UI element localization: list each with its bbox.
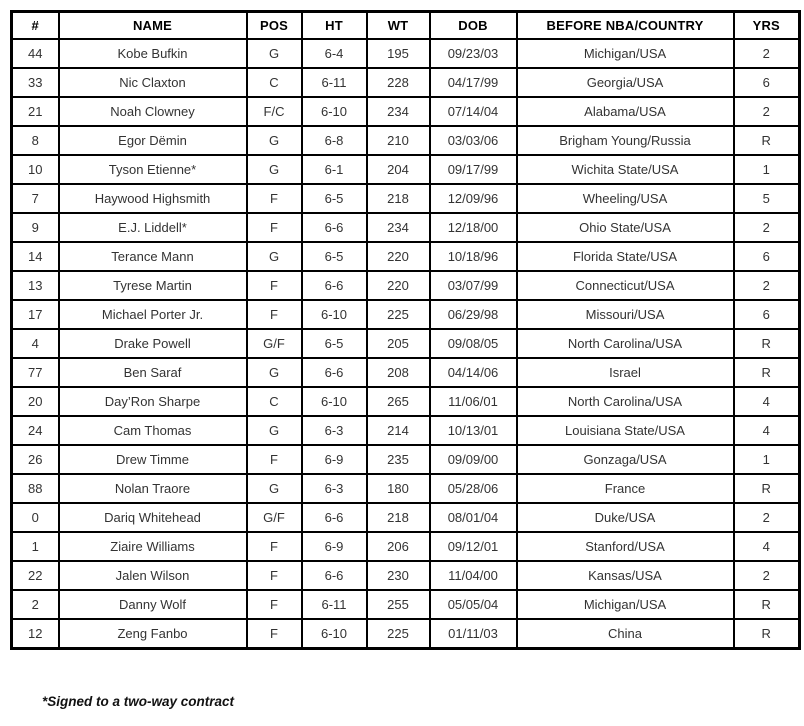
cell-number: 14 [12, 242, 59, 271]
cell-dob: 05/28/06 [430, 474, 517, 503]
cell-wt: 205 [367, 329, 430, 358]
cell-yrs: R [734, 590, 800, 619]
cell-number: 20 [12, 387, 59, 416]
cell-ht: 6-11 [302, 68, 367, 97]
cell-ht: 6-6 [302, 503, 367, 532]
cell-ht: 6-11 [302, 590, 367, 619]
roster-table [10, 10, 801, 650]
cell-before-nba-country: Alabama/USA [517, 97, 734, 126]
cell-wt: 195 [367, 39, 430, 68]
cell-ht: 6-5 [302, 329, 367, 358]
cell-wt: 235 [367, 445, 430, 474]
cell-pos: G [247, 39, 302, 68]
cell-wt: 234 [367, 97, 430, 126]
cell-before-nba-country: Missouri/USA [517, 300, 734, 329]
cell-ht: 6-6 [302, 213, 367, 242]
col-header-number: # [12, 12, 59, 40]
cell-wt: 265 [367, 387, 430, 416]
cell-yrs: R [734, 126, 800, 155]
cell-number: 33 [12, 68, 59, 97]
cell-yrs: 2 [734, 39, 800, 68]
cell-pos: G/F [247, 503, 302, 532]
cell-number: 88 [12, 474, 59, 503]
cell-name: Dariq Whitehead [59, 503, 247, 532]
cell-yrs: 2 [734, 561, 800, 590]
cell-pos: G [247, 358, 302, 387]
table-row [12, 416, 800, 445]
cell-yrs: 2 [734, 97, 800, 126]
col-header-yrs: YRS [734, 12, 800, 40]
cell-ht: 6-10 [302, 387, 367, 416]
cell-wt: 204 [367, 155, 430, 184]
cell-dob: 03/07/99 [430, 271, 517, 300]
table-row [12, 184, 800, 213]
cell-ht: 6-6 [302, 561, 367, 590]
table-row [12, 445, 800, 474]
cell-pos: F [247, 271, 302, 300]
cell-yrs: 6 [734, 300, 800, 329]
table-row [12, 97, 800, 126]
cell-before-nba-country: Brigham Young/Russia [517, 126, 734, 155]
table-row [12, 358, 800, 387]
cell-before-nba-country: Duke/USA [517, 503, 734, 532]
cell-before-nba-country: Wheeling/USA [517, 184, 734, 213]
col-header-name: NAME [59, 12, 247, 40]
cell-pos: G [247, 155, 302, 184]
cell-number: 24 [12, 416, 59, 445]
cell-number: 4 [12, 329, 59, 358]
cell-pos: F/C [247, 97, 302, 126]
cell-yrs: 6 [734, 68, 800, 97]
cell-yrs: 2 [734, 213, 800, 242]
cell-wt: 225 [367, 619, 430, 649]
cell-before-nba-country: Gonzaga/USA [517, 445, 734, 474]
cell-before-nba-country: Israel [517, 358, 734, 387]
table-row [12, 474, 800, 503]
col-header-pos: POS [247, 12, 302, 40]
cell-pos: G [247, 126, 302, 155]
cell-yrs: R [734, 358, 800, 387]
cell-yrs: R [734, 619, 800, 649]
cell-ht: 6-9 [302, 532, 367, 561]
table-row [12, 126, 800, 155]
cell-before-nba-country: Stanford/USA [517, 532, 734, 561]
cell-wt: 234 [367, 213, 430, 242]
table-row [12, 561, 800, 590]
cell-pos: C [247, 387, 302, 416]
cell-before-nba-country: Florida State/USA [517, 242, 734, 271]
cell-dob: 09/23/03 [430, 39, 517, 68]
cell-ht: 6-10 [302, 619, 367, 649]
table-header [12, 12, 800, 40]
cell-before-nba-country: Connecticut/USA [517, 271, 734, 300]
cell-wt: 208 [367, 358, 430, 387]
cell-pos: G [247, 242, 302, 271]
cell-dob: 10/18/96 [430, 242, 517, 271]
cell-before-nba-country: China [517, 619, 734, 649]
cell-before-nba-country: Michigan/USA [517, 590, 734, 619]
cell-name: Cam Thomas [59, 416, 247, 445]
cell-wt: 180 [367, 474, 430, 503]
col-header-before-nba-country: BEFORE NBA/COUNTRY [517, 12, 734, 40]
cell-dob: 09/17/99 [430, 155, 517, 184]
cell-name: Ben Saraf [59, 358, 247, 387]
cell-name: Egor Dëmin [59, 126, 247, 155]
cell-ht: 6-6 [302, 271, 367, 300]
table-row [12, 590, 800, 619]
cell-pos: F [247, 619, 302, 649]
cell-name: Michael Porter Jr. [59, 300, 247, 329]
cell-name: Danny Wolf [59, 590, 247, 619]
cell-wt: 255 [367, 590, 430, 619]
cell-name: Terance Mann [59, 242, 247, 271]
cell-dob: 12/09/96 [430, 184, 517, 213]
cell-number: 9 [12, 213, 59, 242]
cell-before-nba-country: Kansas/USA [517, 561, 734, 590]
cell-ht: 6-4 [302, 39, 367, 68]
cell-dob: 09/08/05 [430, 329, 517, 358]
cell-wt: 220 [367, 242, 430, 271]
cell-number: 12 [12, 619, 59, 649]
cell-dob: 07/14/04 [430, 97, 517, 126]
table-row [12, 619, 800, 649]
cell-number: 7 [12, 184, 59, 213]
table-row [12, 329, 800, 358]
cell-pos: F [247, 300, 302, 329]
table-row [12, 213, 800, 242]
table-header-row [12, 12, 800, 40]
cell-name: Jalen Wilson [59, 561, 247, 590]
cell-dob: 03/03/06 [430, 126, 517, 155]
table-row [12, 387, 800, 416]
cell-dob: 09/09/00 [430, 445, 517, 474]
cell-wt: 230 [367, 561, 430, 590]
cell-pos: C [247, 68, 302, 97]
cell-number: 10 [12, 155, 59, 184]
cell-yrs: 2 [734, 503, 800, 532]
cell-yrs: 1 [734, 155, 800, 184]
cell-wt: 225 [367, 300, 430, 329]
cell-number: 8 [12, 126, 59, 155]
cell-dob: 11/06/01 [430, 387, 517, 416]
col-header-dob: DOB [430, 12, 517, 40]
cell-dob: 06/29/98 [430, 300, 517, 329]
cell-number: 1 [12, 532, 59, 561]
cell-pos: F [247, 561, 302, 590]
cell-number: 13 [12, 271, 59, 300]
cell-before-nba-country: Louisiana State/USA [517, 416, 734, 445]
cell-ht: 6-1 [302, 155, 367, 184]
cell-before-nba-country: Wichita State/USA [517, 155, 734, 184]
cell-name: Drake Powell [59, 329, 247, 358]
cell-dob: 08/01/04 [430, 503, 517, 532]
cell-name: Day’Ron Sharpe [59, 387, 247, 416]
col-header-ht: HT [302, 12, 367, 40]
cell-number: 44 [12, 39, 59, 68]
table-row [12, 271, 800, 300]
two-way-contract-footnote: *Signed to a two-way contract [42, 694, 235, 709]
cell-name: Nolan Traore [59, 474, 247, 503]
cell-ht: 6-10 [302, 300, 367, 329]
cell-yrs: 4 [734, 387, 800, 416]
cell-wt: 228 [367, 68, 430, 97]
cell-yrs: 5 [734, 184, 800, 213]
cell-before-nba-country: Georgia/USA [517, 68, 734, 97]
cell-name: Tyrese Martin [59, 271, 247, 300]
cell-number: 77 [12, 358, 59, 387]
cell-dob: 05/05/04 [430, 590, 517, 619]
cell-name: E.J. Liddell* [59, 213, 247, 242]
cell-ht: 6-3 [302, 474, 367, 503]
cell-ht: 6-9 [302, 445, 367, 474]
cell-ht: 6-8 [302, 126, 367, 155]
cell-name: Noah Clowney [59, 97, 247, 126]
cell-ht: 6-6 [302, 358, 367, 387]
cell-pos: F [247, 213, 302, 242]
cell-yrs: R [734, 474, 800, 503]
cell-ht: 6-10 [302, 97, 367, 126]
cell-pos: G [247, 474, 302, 503]
cell-wt: 218 [367, 184, 430, 213]
cell-pos: F [247, 590, 302, 619]
cell-wt: 214 [367, 416, 430, 445]
cell-ht: 6-5 [302, 242, 367, 271]
cell-dob: 12/18/00 [430, 213, 517, 242]
col-header-wt: WT [367, 12, 430, 40]
cell-number: 26 [12, 445, 59, 474]
cell-name: Haywood Highsmith [59, 184, 247, 213]
cell-pos: G/F [247, 329, 302, 358]
cell-pos: F [247, 184, 302, 213]
cell-name: Tyson Etienne* [59, 155, 247, 184]
cell-yrs: 4 [734, 416, 800, 445]
cell-wt: 218 [367, 503, 430, 532]
cell-dob: 04/17/99 [430, 68, 517, 97]
cell-dob: 11/04/00 [430, 561, 517, 590]
cell-before-nba-country: North Carolina/USA [517, 387, 734, 416]
cell-number: 2 [12, 590, 59, 619]
cell-before-nba-country: North Carolina/USA [517, 329, 734, 358]
cell-ht: 6-5 [302, 184, 367, 213]
cell-name: Nic Claxton [59, 68, 247, 97]
cell-before-nba-country: France [517, 474, 734, 503]
table-row [12, 155, 800, 184]
table-row [12, 242, 800, 271]
table-row [12, 300, 800, 329]
cell-dob: 09/12/01 [430, 532, 517, 561]
cell-yrs: 4 [734, 532, 800, 561]
cell-name: Zeng Fanbo [59, 619, 247, 649]
cell-dob: 01/11/03 [430, 619, 517, 649]
cell-pos: F [247, 532, 302, 561]
cell-yrs: R [734, 329, 800, 358]
cell-dob: 04/14/06 [430, 358, 517, 387]
table-row [12, 503, 800, 532]
cell-before-nba-country: Ohio State/USA [517, 213, 734, 242]
cell-wt: 210 [367, 126, 430, 155]
table-row [12, 68, 800, 97]
cell-name: Kobe Bufkin [59, 39, 247, 68]
table-row [12, 39, 800, 68]
table-body [12, 39, 800, 649]
cell-pos: G [247, 416, 302, 445]
cell-wt: 206 [367, 532, 430, 561]
cell-number: 0 [12, 503, 59, 532]
cell-yrs: 6 [734, 242, 800, 271]
cell-name: Ziaire Williams [59, 532, 247, 561]
cell-yrs: 2 [734, 271, 800, 300]
cell-wt: 220 [367, 271, 430, 300]
cell-number: 22 [12, 561, 59, 590]
cell-dob: 10/13/01 [430, 416, 517, 445]
cell-yrs: 1 [734, 445, 800, 474]
cell-before-nba-country: Michigan/USA [517, 39, 734, 68]
table-row [12, 532, 800, 561]
cell-name: Drew Timme [59, 445, 247, 474]
cell-pos: F [247, 445, 302, 474]
cell-number: 21 [12, 97, 59, 126]
cell-number: 17 [12, 300, 59, 329]
cell-ht: 6-3 [302, 416, 367, 445]
